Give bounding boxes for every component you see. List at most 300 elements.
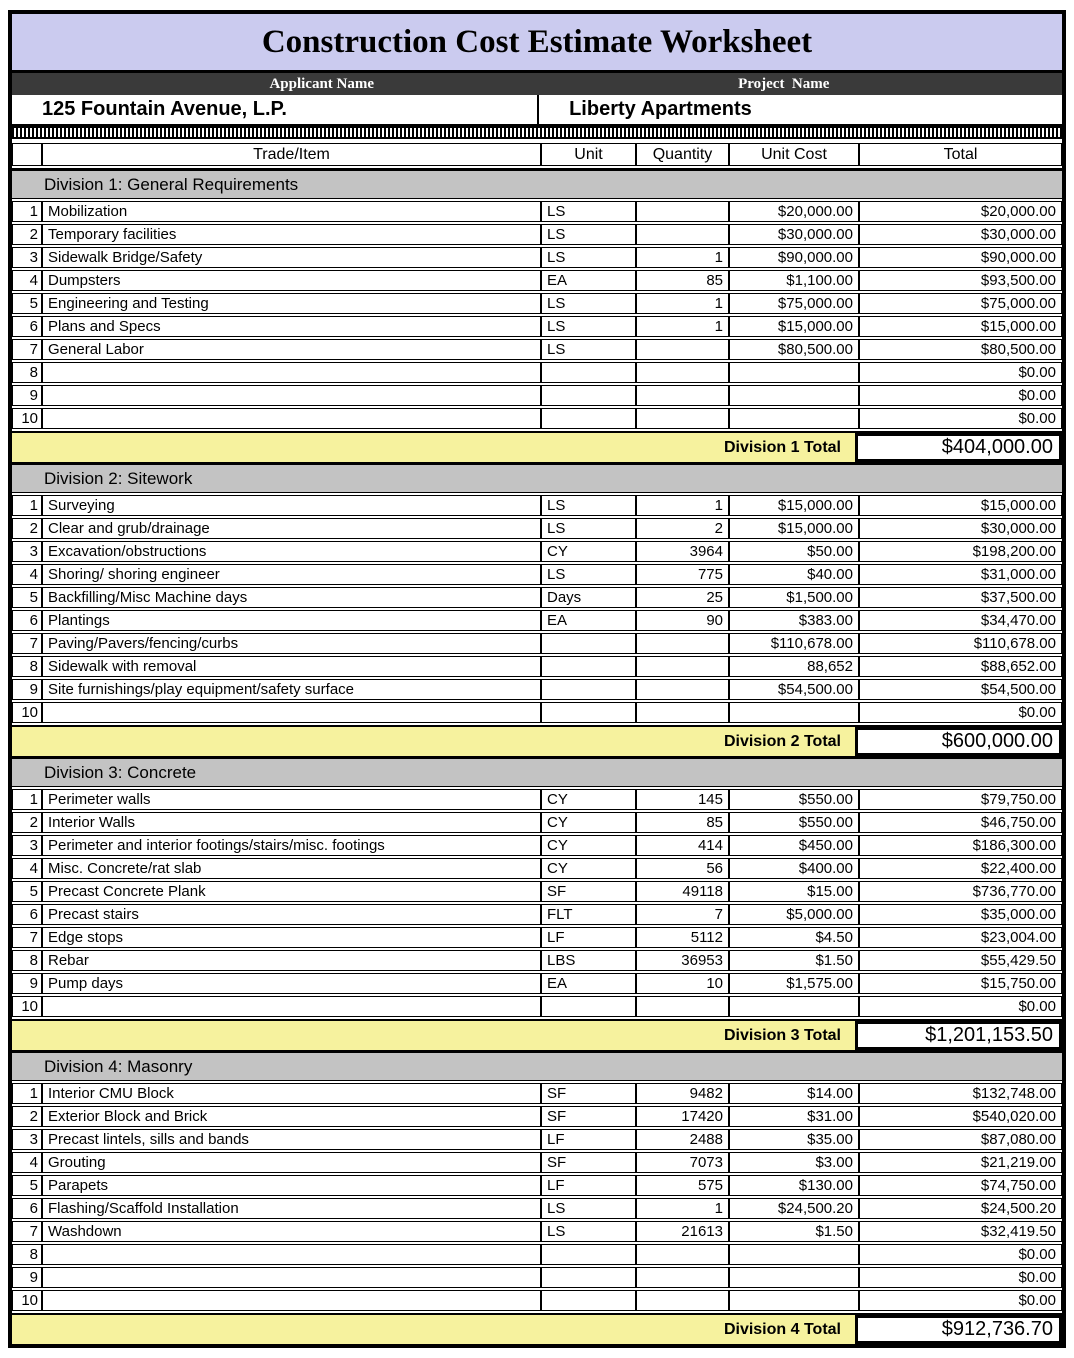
item-cell: Edge stops	[42, 927, 541, 948]
item-cell: Pump days	[42, 973, 541, 994]
division-title: Division 4: Masonry	[44, 1057, 193, 1076]
division-total-value: $600,000.00	[855, 727, 1062, 756]
total-cell: $0.00	[859, 702, 1062, 723]
table-row	[12, 679, 1062, 700]
division-total-row	[12, 1019, 1062, 1050]
table-row	[12, 1244, 1062, 1265]
item-cell: Perimeter walls	[42, 789, 541, 810]
division-total-row	[12, 431, 1062, 462]
division-items-table	[12, 199, 1062, 431]
unit-cost-cell: 88,652	[729, 656, 859, 677]
division-items-table	[12, 1081, 1062, 1313]
total-cell: $0.00	[859, 996, 1062, 1017]
unit-cell	[541, 1244, 636, 1265]
total-cell: $110,678.00	[859, 633, 1062, 654]
row-number-cell: 7	[12, 633, 42, 654]
total-cell: $30,000.00	[859, 224, 1062, 245]
division-items-table	[12, 787, 1062, 1019]
table-row	[12, 996, 1062, 1017]
unit-cell	[541, 1267, 636, 1288]
table-row	[12, 1106, 1062, 1127]
table-row	[12, 518, 1062, 539]
total-cell: $90,000.00	[859, 247, 1062, 268]
unit-cost-cell: $14.00	[729, 1083, 859, 1104]
unit-cell: LS	[541, 293, 636, 314]
unit-cell: LF	[541, 927, 636, 948]
quantity-cell	[636, 1267, 729, 1288]
unit-cost-cell: $30,000.00	[729, 224, 859, 245]
unit-cell	[541, 679, 636, 700]
total-cell: $186,300.00	[859, 835, 1062, 856]
unit-cost-cell: $5,000.00	[729, 904, 859, 925]
division-total-value: $404,000.00	[855, 433, 1062, 462]
unit-cell: LS	[541, 247, 636, 268]
item-cell: Mobilization	[42, 201, 541, 222]
quantity-cell	[636, 1290, 729, 1311]
applicant-name-value: 125 Fountain Avenue, L.P.	[12, 95, 539, 124]
total-cell: $54,500.00	[859, 679, 1062, 700]
total-cell: $31,000.00	[859, 564, 1062, 585]
unit-cost-cell: $550.00	[729, 789, 859, 810]
total-cell: $30,000.00	[859, 518, 1062, 539]
total-cell: $32,419.50	[859, 1221, 1062, 1242]
table-row	[12, 541, 1062, 562]
division-total-value: $912,736.70	[855, 1315, 1062, 1344]
table-row	[12, 316, 1062, 337]
unit-cell: FLT	[541, 904, 636, 925]
page-title: Construction Cost Estimate Worksheet	[12, 14, 1062, 73]
item-cell: Precast lintels, sills and bands	[42, 1129, 541, 1150]
quantity-cell: 7073	[636, 1152, 729, 1173]
table-row	[12, 1267, 1062, 1288]
quantity-cell: 145	[636, 789, 729, 810]
quantity-cell: 36953	[636, 950, 729, 971]
division-header	[12, 759, 1062, 787]
unit-cost-cell: $20,000.00	[729, 201, 859, 222]
unit-cost-cell: $54,500.00	[729, 679, 859, 700]
quantity-cell: 5112	[636, 927, 729, 948]
unit-cell: SF	[541, 1106, 636, 1127]
header-values-row	[12, 95, 1062, 126]
unit-cell: EA	[541, 270, 636, 291]
quantity-cell: 1	[636, 495, 729, 516]
table-row	[12, 1290, 1062, 1311]
unit-cell	[541, 656, 636, 677]
unit-cost-cell	[729, 1267, 859, 1288]
quantity-cell	[636, 679, 729, 700]
table-row	[12, 408, 1062, 429]
unit-cost-cell: $130.00	[729, 1175, 859, 1196]
item-cell: Precast Concrete Plank	[42, 881, 541, 902]
unit-cell: SF	[541, 881, 636, 902]
quantity-cell: 575	[636, 1175, 729, 1196]
unit-cell: CY	[541, 858, 636, 879]
total-cell: $34,470.00	[859, 610, 1062, 631]
column-header-quantity: Quantity	[636, 143, 729, 166]
worksheet	[8, 10, 1066, 1348]
unit-cell: EA	[541, 973, 636, 994]
unit-cost-cell: $50.00	[729, 541, 859, 562]
quantity-cell: 7	[636, 904, 729, 925]
table-row	[12, 973, 1062, 994]
row-number-cell: 1	[12, 201, 42, 222]
total-cell: $46,750.00	[859, 812, 1062, 833]
total-cell: $132,748.00	[859, 1083, 1062, 1104]
project-name-label: Project Name	[738, 76, 830, 92]
table-row	[12, 270, 1062, 291]
row-number-cell: 6	[12, 316, 42, 337]
table-row	[12, 362, 1062, 383]
unit-cell: LF	[541, 1129, 636, 1150]
unit-cell: Days	[541, 587, 636, 608]
item-cell	[42, 385, 541, 406]
row-number-cell: 1	[12, 1083, 42, 1104]
division-section	[12, 1050, 1062, 1344]
applicant-name-label: Applicant Name	[269, 76, 375, 92]
quantity-cell: 10	[636, 973, 729, 994]
total-cell: $80,500.00	[859, 339, 1062, 360]
total-cell: $15,000.00	[859, 316, 1062, 337]
row-number-cell: 6	[12, 904, 42, 925]
quantity-cell: 2	[636, 518, 729, 539]
division-section	[12, 168, 1062, 462]
unit-cell: SF	[541, 1083, 636, 1104]
unit-cost-cell: $90,000.00	[729, 247, 859, 268]
division-total-label: Division 2 Total	[723, 732, 841, 750]
total-cell: $198,200.00	[859, 541, 1062, 562]
item-cell: Perimeter and interior footings/stairs/misc. footings	[42, 835, 541, 856]
quantity-cell: 1	[636, 1198, 729, 1219]
unit-cell	[541, 702, 636, 723]
row-number-cell: 5	[12, 293, 42, 314]
division-section	[12, 756, 1062, 1050]
unit-cell: LS	[541, 316, 636, 337]
unit-cell: LS	[541, 1221, 636, 1242]
project-name-value: Liberty Apartments	[569, 98, 752, 120]
unit-cost-cell	[729, 996, 859, 1017]
item-cell: Interior CMU Block	[42, 1083, 541, 1104]
row-number-cell: 9	[12, 385, 42, 406]
total-cell: $0.00	[859, 385, 1062, 406]
unit-cost-cell: $450.00	[729, 835, 859, 856]
table-row	[12, 385, 1062, 406]
table-row	[12, 881, 1062, 902]
table-row	[12, 1083, 1062, 1104]
column-header-unit-cost: Unit Cost	[729, 143, 859, 166]
item-cell: Flashing/Scaffold Installation	[42, 1198, 541, 1219]
unit-cost-cell: $80,500.00	[729, 339, 859, 360]
unit-cost-cell: $1,500.00	[729, 587, 859, 608]
quantity-cell: 17420	[636, 1106, 729, 1127]
unit-cost-cell: $15,000.00	[729, 495, 859, 516]
item-cell: Rebar	[42, 950, 541, 971]
quantity-cell	[636, 408, 729, 429]
total-cell: $20,000.00	[859, 201, 1062, 222]
division-total-label-area	[12, 727, 855, 756]
total-cell: $37,500.00	[859, 587, 1062, 608]
quantity-cell: 2488	[636, 1129, 729, 1150]
total-cell: $75,000.00	[859, 293, 1062, 314]
row-number-cell: 10	[12, 996, 42, 1017]
item-cell: Exterior Block and Brick	[42, 1106, 541, 1127]
item-cell	[42, 702, 541, 723]
item-cell: Clear and grub/drainage	[42, 518, 541, 539]
quantity-cell	[636, 656, 729, 677]
table-row	[12, 587, 1062, 608]
total-cell: $88,652.00	[859, 656, 1062, 677]
quantity-cell: 1	[636, 247, 729, 268]
divisions-container	[12, 168, 1062, 1344]
quantity-cell	[636, 224, 729, 245]
quantity-cell: 21613	[636, 1221, 729, 1242]
division-header	[12, 465, 1062, 493]
item-cell: Surveying	[42, 495, 541, 516]
table-row	[12, 201, 1062, 222]
row-number-header	[12, 143, 42, 166]
unit-cell: LS	[541, 518, 636, 539]
row-number-cell: 3	[12, 835, 42, 856]
item-cell: Sidewalk with removal	[42, 656, 541, 677]
table-row	[12, 293, 1062, 314]
unit-cost-cell: $383.00	[729, 610, 859, 631]
unit-cell	[541, 996, 636, 1017]
table-row	[12, 564, 1062, 585]
unit-cost-cell	[729, 385, 859, 406]
row-number-cell: 3	[12, 247, 42, 268]
division-total-label: Division 3 Total	[723, 1026, 841, 1044]
unit-cost-cell: $400.00	[729, 858, 859, 879]
table-row	[12, 789, 1062, 810]
row-number-cell: 1	[12, 495, 42, 516]
row-number-cell: 4	[12, 270, 42, 291]
unit-cell: CY	[541, 541, 636, 562]
unit-cell	[541, 1290, 636, 1311]
item-cell	[42, 996, 541, 1017]
row-number-cell: 8	[12, 656, 42, 677]
item-cell: Paving/Pavers/fencing/curbs	[42, 633, 541, 654]
table-row	[12, 633, 1062, 654]
division-title: Division 2: Sitework	[44, 469, 193, 488]
row-number-cell: 5	[12, 587, 42, 608]
row-number-cell: 8	[12, 950, 42, 971]
unit-cost-cell: $75,000.00	[729, 293, 859, 314]
item-cell	[42, 408, 541, 429]
item-cell	[42, 1267, 541, 1288]
column-header-total: Total	[859, 143, 1062, 166]
quantity-cell: 9482	[636, 1083, 729, 1104]
table-row	[12, 1175, 1062, 1196]
unit-cell	[541, 362, 636, 383]
item-cell: Plans and Specs	[42, 316, 541, 337]
unit-cell	[541, 633, 636, 654]
total-cell: $93,500.00	[859, 270, 1062, 291]
row-number-cell: 2	[12, 812, 42, 833]
row-number-cell: 4	[12, 564, 42, 585]
unit-cost-cell: $1.50	[729, 1221, 859, 1242]
total-cell: $736,770.00	[859, 881, 1062, 902]
total-cell: $74,750.00	[859, 1175, 1062, 1196]
table-row	[12, 812, 1062, 833]
unit-cell: LS	[541, 339, 636, 360]
quantity-cell: 25	[636, 587, 729, 608]
unit-cell	[541, 385, 636, 406]
row-number-cell: 2	[12, 224, 42, 245]
quantity-cell: 56	[636, 858, 729, 879]
item-cell: Shoring/ shoring engineer	[42, 564, 541, 585]
quantity-cell: 85	[636, 812, 729, 833]
unit-cell: LS	[541, 564, 636, 585]
division-title: Division 1: General Requirements	[44, 175, 299, 194]
total-cell: $55,429.50	[859, 950, 1062, 971]
division-total-label: Division 4 Total	[723, 1320, 841, 1338]
total-cell: $24,500.20	[859, 1198, 1062, 1219]
item-cell: Sidewalk Bridge/Safety	[42, 247, 541, 268]
unit-cost-cell: $24,500.20	[729, 1198, 859, 1219]
unit-cost-cell: $550.00	[729, 812, 859, 833]
table-row	[12, 610, 1062, 631]
unit-cost-cell: $3.00	[729, 1152, 859, 1173]
total-cell: $21,219.00	[859, 1152, 1062, 1173]
table-row	[12, 247, 1062, 268]
item-cell: Dumpsters	[42, 270, 541, 291]
division-items-table	[12, 493, 1062, 725]
unit-cost-cell: $15.00	[729, 881, 859, 902]
column-header-row	[12, 141, 1062, 168]
column-header-unit: Unit	[541, 143, 636, 166]
quantity-cell	[636, 362, 729, 383]
total-cell: $87,080.00	[859, 1129, 1062, 1150]
row-number-cell: 4	[12, 1152, 42, 1173]
table-row	[12, 1152, 1062, 1173]
total-cell: $0.00	[859, 1267, 1062, 1288]
total-cell: $0.00	[859, 1290, 1062, 1311]
quantity-cell	[636, 1244, 729, 1265]
unit-cost-cell: $1,100.00	[729, 270, 859, 291]
table-row	[12, 224, 1062, 245]
unit-cost-cell	[729, 408, 859, 429]
unit-cost-cell: $40.00	[729, 564, 859, 585]
row-number-cell: 10	[12, 408, 42, 429]
total-cell: $540,020.00	[859, 1106, 1062, 1127]
column-header-item: Trade/Item	[42, 143, 541, 166]
quantity-cell: 1	[636, 316, 729, 337]
quantity-cell: 90	[636, 610, 729, 631]
division-total-row	[12, 1313, 1062, 1344]
item-cell: Interior Walls	[42, 812, 541, 833]
table-row	[12, 950, 1062, 971]
quantity-cell: 1	[636, 293, 729, 314]
total-cell: $15,000.00	[859, 495, 1062, 516]
row-number-cell: 4	[12, 858, 42, 879]
unit-cell: EA	[541, 610, 636, 631]
unit-cost-cell: $4.50	[729, 927, 859, 948]
row-number-cell: 10	[12, 702, 42, 723]
item-cell: Plantings	[42, 610, 541, 631]
quantity-cell	[636, 633, 729, 654]
unit-cell: CY	[541, 789, 636, 810]
table-row	[12, 858, 1062, 879]
division-section	[12, 462, 1062, 756]
quantity-cell	[636, 996, 729, 1017]
table-row	[12, 656, 1062, 677]
division-header	[12, 171, 1062, 199]
row-number-cell: 9	[12, 973, 42, 994]
unit-cost-cell	[729, 1244, 859, 1265]
total-cell: $15,750.00	[859, 973, 1062, 994]
table-row	[12, 1129, 1062, 1150]
total-cell: $23,004.00	[859, 927, 1062, 948]
row-number-cell: 2	[12, 1106, 42, 1127]
item-cell	[42, 1290, 541, 1311]
quantity-cell: 49118	[636, 881, 729, 902]
table-row	[12, 835, 1062, 856]
item-cell: Excavation/obstructions	[42, 541, 541, 562]
header-label-bar	[12, 73, 1062, 95]
unit-cell: LS	[541, 224, 636, 245]
row-number-cell: 7	[12, 339, 42, 360]
division-total-label-area	[12, 1021, 855, 1050]
quantity-cell: 414	[636, 835, 729, 856]
item-cell: Parapets	[42, 1175, 541, 1196]
item-cell: Precast stairs	[42, 904, 541, 925]
unit-cell: LBS	[541, 950, 636, 971]
table-row	[12, 1198, 1062, 1219]
unit-cost-cell: $31.00	[729, 1106, 859, 1127]
item-cell: Grouting	[42, 1152, 541, 1173]
unit-cell: CY	[541, 835, 636, 856]
item-cell: Temporary facilities	[42, 224, 541, 245]
total-cell: $35,000.00	[859, 904, 1062, 925]
row-number-cell: 2	[12, 518, 42, 539]
quantity-cell	[636, 385, 729, 406]
unit-cost-cell	[729, 702, 859, 723]
division-total-label-area	[12, 1315, 855, 1344]
item-cell: General Labor	[42, 339, 541, 360]
total-cell: $0.00	[859, 408, 1062, 429]
row-number-cell: 10	[12, 1290, 42, 1311]
item-cell	[42, 1244, 541, 1265]
unit-cost-cell: $15,000.00	[729, 518, 859, 539]
unit-cost-cell: $35.00	[729, 1129, 859, 1150]
unit-cost-cell	[729, 1290, 859, 1311]
row-number-cell: 7	[12, 1221, 42, 1242]
row-number-cell: 7	[12, 927, 42, 948]
table-row	[12, 927, 1062, 948]
total-cell: $0.00	[859, 362, 1062, 383]
item-cell: Washdown	[42, 1221, 541, 1242]
total-cell: $79,750.00	[859, 789, 1062, 810]
table-row	[12, 1221, 1062, 1242]
division-header	[12, 1053, 1062, 1081]
table-row	[12, 339, 1062, 360]
row-number-cell: 3	[12, 1129, 42, 1150]
row-number-cell: 5	[12, 881, 42, 902]
quantity-cell	[636, 201, 729, 222]
item-cell: Misc. Concrete/rat slab	[42, 858, 541, 879]
quantity-cell: 3964	[636, 541, 729, 562]
item-cell: Engineering and Testing	[42, 293, 541, 314]
quantity-cell	[636, 339, 729, 360]
division-total-value: $1,201,153.50	[855, 1021, 1062, 1050]
row-number-cell: 1	[12, 789, 42, 810]
quantity-cell	[636, 702, 729, 723]
row-number-cell: 8	[12, 1244, 42, 1265]
row-number-cell: 5	[12, 1175, 42, 1196]
item-cell: Backfilling/Misc Machine days	[42, 587, 541, 608]
unit-cell: LS	[541, 201, 636, 222]
table-row	[12, 904, 1062, 925]
unit-cell: CY	[541, 812, 636, 833]
